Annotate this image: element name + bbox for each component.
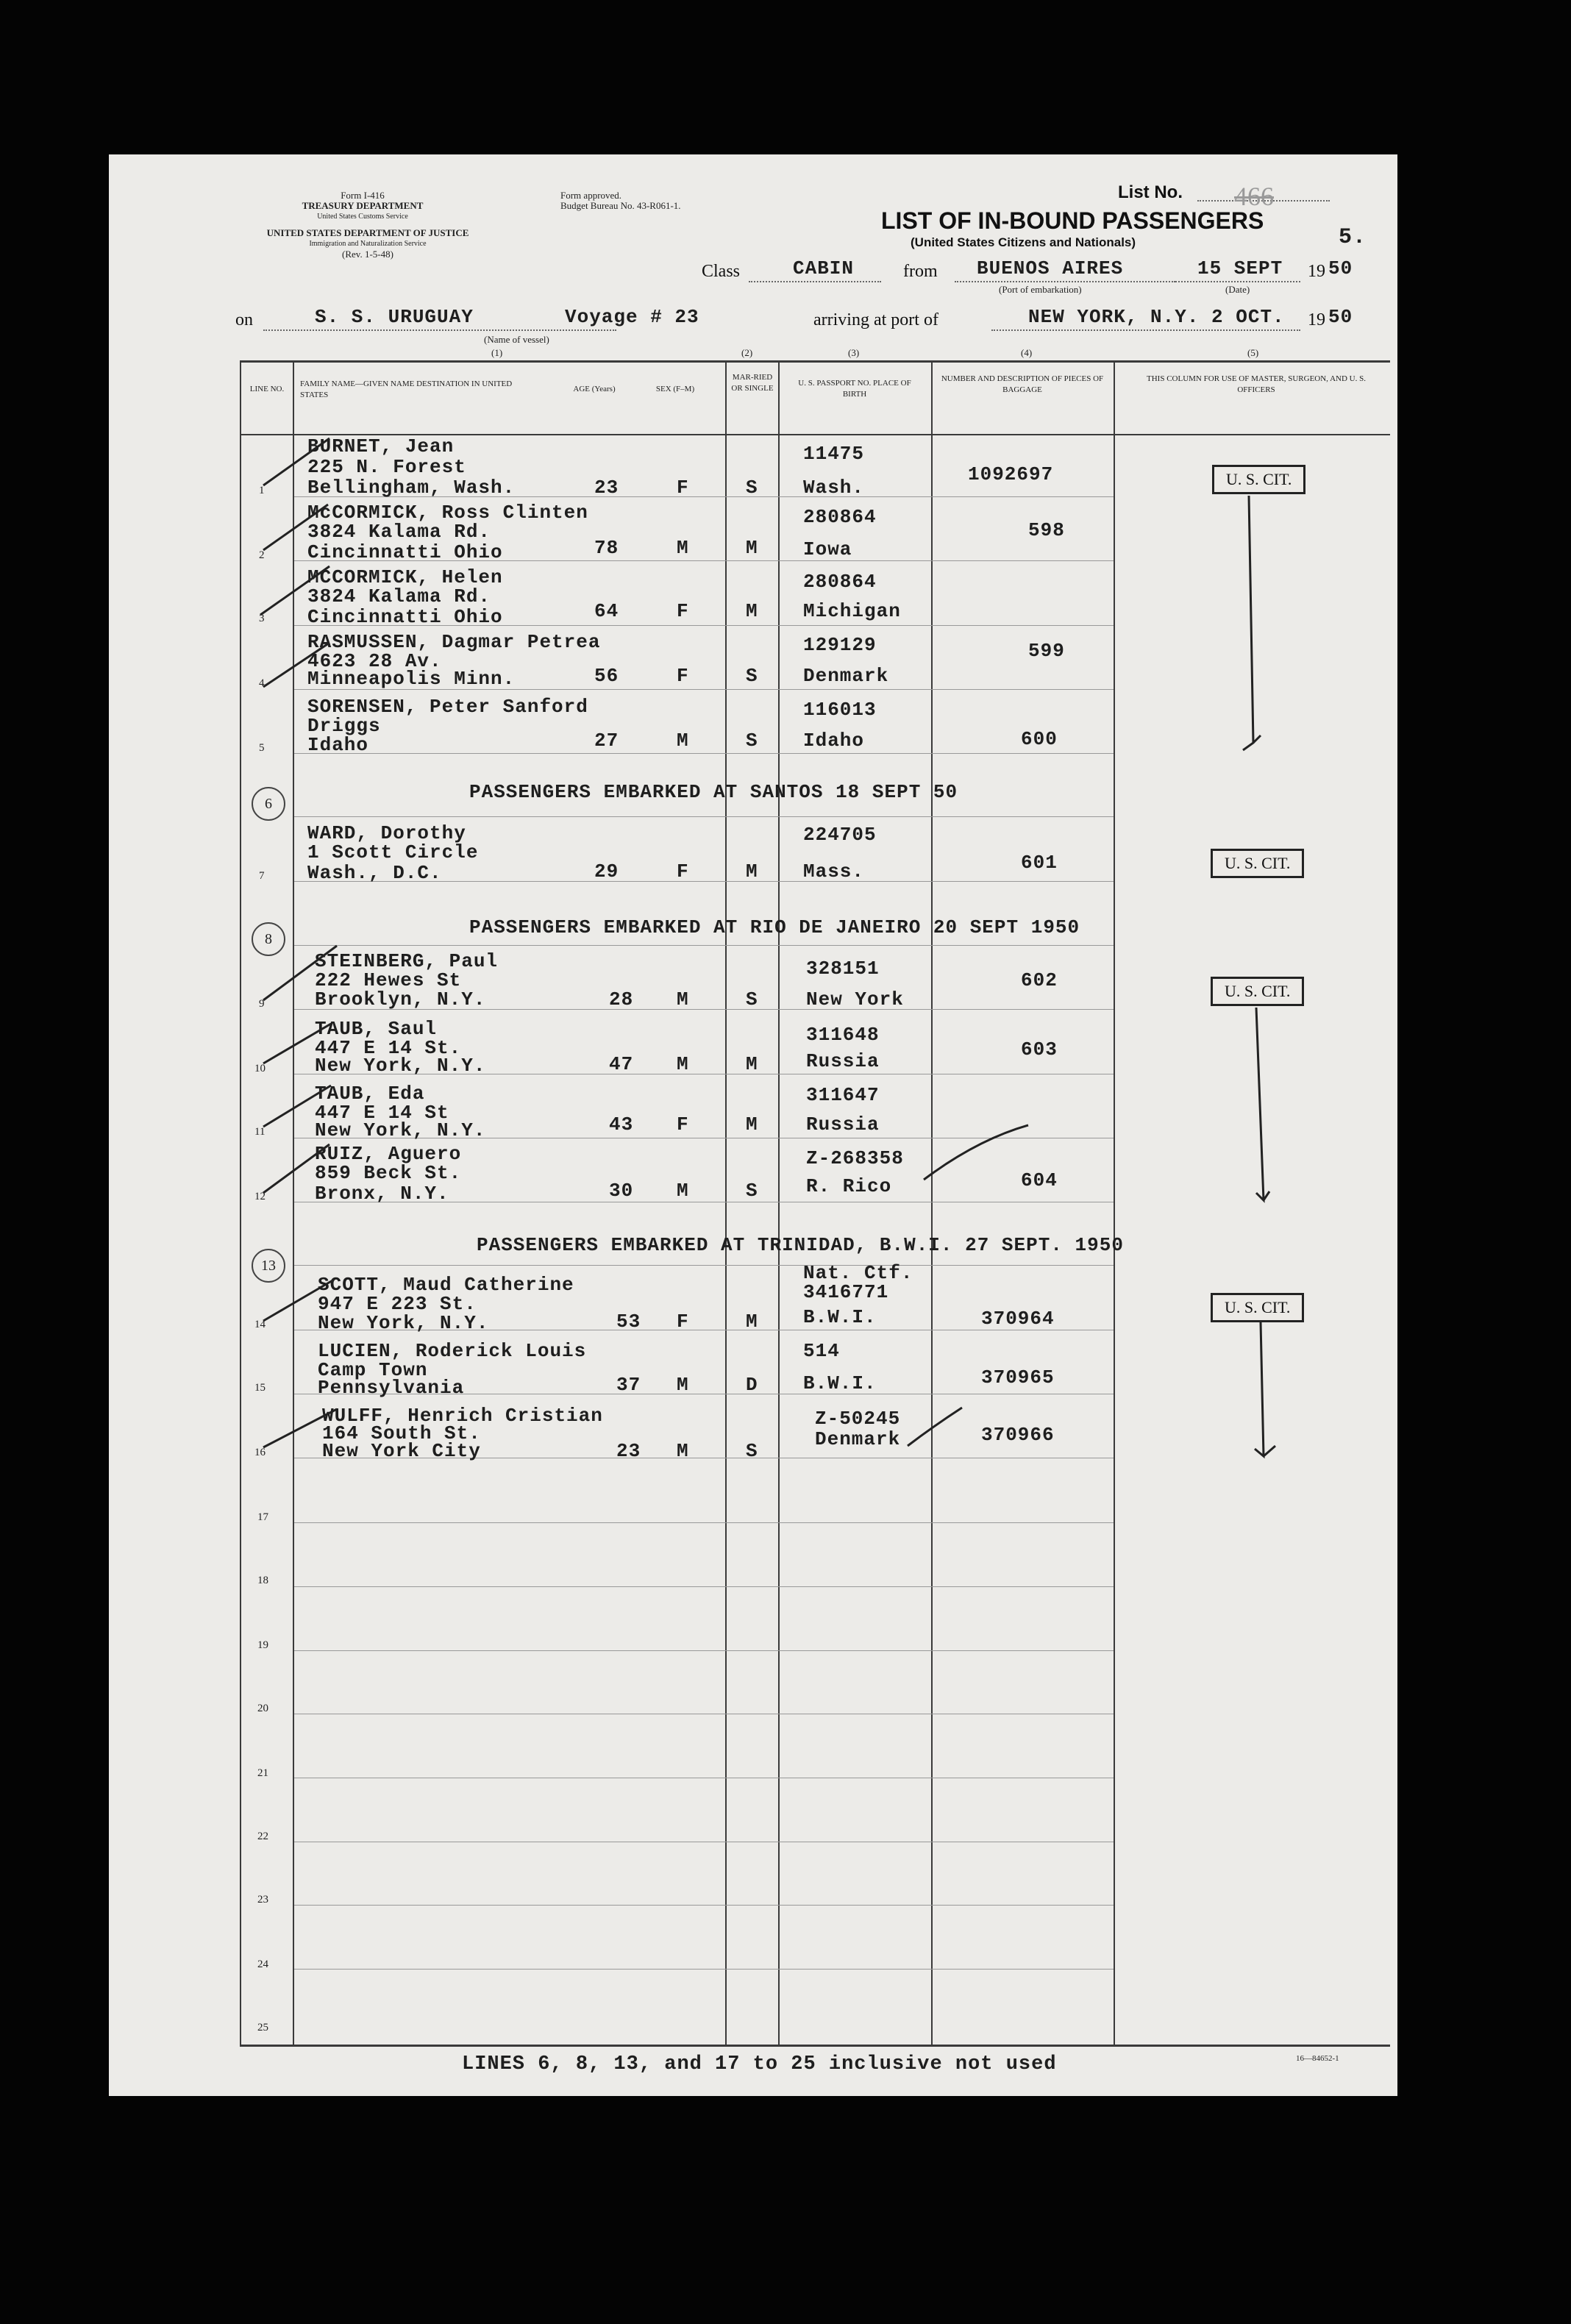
col-num-2: (2): [741, 347, 753, 358]
col-num-4: (4): [1021, 347, 1033, 358]
passenger-destination: Bellingham, Wash.: [307, 477, 516, 499]
marital-status: S: [746, 730, 758, 752]
passenger-sex: M: [677, 1180, 689, 1202]
class-value: CABIN: [793, 257, 855, 279]
arriving-label: arriving at port of: [813, 310, 938, 329]
line-number: 19: [257, 1639, 268, 1651]
list-no-label: List No.: [1118, 182, 1183, 202]
marital-status: S: [746, 477, 758, 499]
col-num-1: (1): [491, 347, 503, 358]
place-of-birth: Denmark: [815, 1428, 901, 1450]
passenger-destination: Idaho: [307, 734, 369, 756]
passenger-destination: Pennsylvania: [318, 1377, 465, 1399]
baggage: 603: [1021, 1038, 1058, 1061]
line-number: 14: [254, 1319, 266, 1330]
line-number: 23: [257, 1894, 268, 1906]
passport-number: Z-268358: [806, 1147, 904, 1169]
section-heading: PASSENGERS EMBARKED AT TRINIDAD, B.W.I. 27 SEPT. 1950: [477, 1234, 1124, 1256]
place-of-birth: B.W.I.: [803, 1372, 877, 1394]
line-number: 22: [257, 1831, 268, 1842]
baggage: 600: [1021, 728, 1058, 750]
passport-number: Nat. Ctf. 3416771: [803, 1262, 913, 1303]
passenger-manifest-sheet: [109, 154, 1397, 2096]
line-number: 24: [257, 1958, 268, 1970]
marital-status: M: [746, 860, 758, 883]
passport-number: 311647: [806, 1084, 880, 1106]
passport-number: 280864: [803, 506, 877, 528]
col-num-3: (3): [848, 347, 860, 358]
passenger-name: RUIZ, Aguero: [315, 1143, 462, 1165]
passenger-name: SCOTT, Maud Catherine: [318, 1274, 574, 1296]
passenger-age: 28: [609, 988, 634, 1010]
passenger-age: 30: [609, 1180, 634, 1202]
passenger-name: LUCIEN, Roderick Louis: [318, 1340, 587, 1362]
place-of-birth: Wash.: [803, 477, 865, 499]
vessel-name: S. S. URUGUAY: [315, 306, 474, 328]
passenger-address: 222 Hewes St: [315, 969, 462, 991]
document-title: LIST OF IN-BOUND PASSENGERS: [881, 207, 1264, 234]
port-of-embarkation: BUENOS AIRES: [977, 257, 1124, 279]
arrival-year: 50: [1328, 306, 1353, 328]
passenger-destination: Cincinnatti Ohio: [307, 606, 503, 628]
baggage: 598: [1028, 519, 1065, 541]
line-number: 4: [259, 677, 265, 689]
place-of-birth: Idaho: [803, 730, 865, 752]
passenger-address: Driggs: [307, 715, 381, 737]
passport-number: 11475: [803, 443, 865, 465]
treasury-dept: TREASURY DEPARTMENT: [302, 200, 424, 211]
passenger-age: 43: [609, 1113, 634, 1136]
line-number: 9: [259, 998, 265, 1010]
passenger-age: 64: [594, 600, 619, 622]
passenger-sex: F: [677, 665, 689, 687]
passport-number: 280864: [803, 571, 877, 593]
col-num-5: (5): [1247, 347, 1259, 358]
line-number: 2: [259, 549, 265, 561]
passenger-sex: F: [677, 1113, 689, 1136]
year-prefix: 19: [1308, 310, 1325, 329]
date-caption: (Date): [1225, 284, 1250, 295]
line-number: 17: [257, 1511, 268, 1523]
passenger-name: STEINBERG, Paul: [315, 950, 499, 972]
passenger-address: 3824 Kalama Rd.: [307, 585, 491, 607]
vessel-caption: (Name of vessel): [484, 334, 549, 345]
passenger-address: 1 Scott Circle: [307, 841, 479, 863]
passenger-name: RASMUSSEN, Dagmar Petrea: [307, 631, 601, 653]
passenger-sex: F: [677, 1311, 689, 1333]
arrival-port: NEW YORK, N.Y. 2 OCT.: [1028, 306, 1285, 328]
header-line-no: LINE NO.: [249, 385, 285, 393]
passenger-sex: M: [677, 730, 689, 752]
marital-status: M: [746, 1053, 758, 1075]
passenger-age: 56: [594, 665, 619, 687]
passenger-age: 23: [616, 1440, 641, 1462]
passenger-address: 225 N. Forest: [307, 456, 466, 478]
baggage: 602: [1021, 969, 1058, 991]
passport-number: 311648: [806, 1024, 880, 1046]
passenger-destination: Minneapolis Minn.: [307, 668, 516, 690]
sheet-number: 5.: [1339, 225, 1367, 250]
marital-status: S: [746, 1180, 758, 1202]
on-label: on: [235, 310, 253, 329]
marital-status: S: [746, 665, 758, 687]
marital-status: S: [746, 988, 758, 1010]
place-of-birth: New York: [806, 988, 904, 1010]
line-number: 11: [254, 1126, 266, 1138]
us-citizen-stamp: U. S. CIT.: [1211, 849, 1304, 878]
footer-note: LINES 6, 8, 13, and 17 to 25 inclusive not used: [462, 2053, 1057, 2075]
passport-number: Z-50245: [815, 1408, 901, 1430]
place-of-birth: Russia: [806, 1050, 880, 1072]
passenger-destination: New York, N.Y.: [315, 1055, 486, 1077]
place-of-birth: Mass.: [803, 860, 865, 883]
passport-number: 129129: [803, 634, 877, 656]
passport-number: 514: [803, 1340, 840, 1362]
baggage: 599: [1028, 640, 1065, 662]
passenger-name: MCCORMICK, Helen: [307, 566, 503, 588]
customs-service: United States Customs Service: [317, 213, 408, 221]
embark-year: 50: [1328, 257, 1353, 279]
passenger-age: 27: [594, 730, 619, 752]
document-subtitle: (United States Citizens and Nationals): [911, 235, 1136, 249]
year-prefix: 19: [1308, 262, 1325, 281]
list-no-value: 466: [1234, 182, 1274, 211]
us-citizen-stamp: U. S. CIT.: [1211, 977, 1304, 1006]
passenger-name: TAUB, Eda: [315, 1083, 425, 1105]
passenger-age: 47: [609, 1053, 634, 1075]
passport-number: 328151: [806, 958, 880, 980]
footer-code: 16—84652-1: [1296, 2054, 1339, 2063]
passenger-address: 164 South St.: [322, 1422, 481, 1444]
passenger-destination: New York City: [322, 1440, 481, 1462]
line-number: 16: [254, 1447, 266, 1458]
passenger-destination: Brooklyn, N.Y.: [315, 988, 486, 1010]
passenger-address: 3824 Kalama Rd.: [307, 521, 491, 543]
pen-marks: [109, 154, 1397, 2096]
passenger-name: WARD, Dorothy: [307, 822, 466, 844]
baggage: 601: [1021, 852, 1058, 874]
passenger-name: McCORMICK, Ross Clinten: [307, 502, 588, 524]
ins-title: Immigration and Naturalization Service: [309, 240, 427, 248]
header-age: AGE (Years): [573, 385, 616, 393]
header-sex: SEX (F–M): [655, 385, 695, 393]
passenger-address: 947 E 223 St.: [318, 1293, 477, 1315]
section-heading: PASSENGERS EMBARKED AT SANTOS 18 SEPT 50: [469, 781, 958, 803]
passenger-age: 78: [594, 537, 619, 559]
passenger-sex: M: [677, 988, 689, 1010]
passenger-destination: Bronx, N.Y.: [315, 1183, 449, 1205]
us-citizen-stamp: U. S. CIT.: [1211, 1293, 1304, 1322]
passenger-sex: F: [677, 477, 689, 499]
from-label: from: [903, 262, 938, 281]
line-number: 7: [259, 870, 265, 882]
marital-status: M: [746, 537, 758, 559]
line-number: 15: [254, 1382, 266, 1394]
header-baggage: NUMBER AND DESCRIPTION OF PIECES OF BAGGAGE: [941, 374, 1104, 394]
voyage-number: Voyage # 23: [565, 306, 699, 328]
line-number: 21: [257, 1767, 268, 1779]
form-number: Form I-416: [341, 190, 385, 201]
section-heading: PASSENGERS EMBARKED AT RIO DE JANEIRO 20 SEPT 1950: [469, 916, 1080, 938]
line-number-circled: 13: [252, 1249, 285, 1283]
passenger-name: BURNET, Jean: [307, 435, 455, 457]
passenger-address: 447 E 14 St.: [315, 1037, 462, 1059]
line-number: 3: [259, 613, 265, 624]
header-married: MAR-RIED OR SINGLE: [731, 373, 774, 393]
passenger-name: TAUB, Saul: [315, 1018, 438, 1040]
budget-bureau: Budget Bureau No. 43-R061-1.: [560, 200, 681, 211]
line-number: 20: [257, 1703, 268, 1714]
line-number-circled: 8: [252, 922, 285, 956]
passenger-age: 53: [616, 1311, 641, 1333]
place-of-birth: Michigan: [803, 600, 901, 622]
passenger-destination: Wash., D.C.: [307, 862, 442, 884]
passenger-sex: M: [677, 1374, 689, 1396]
place-of-birth: Russia: [806, 1113, 880, 1136]
doj-title: UNITED STATES DEPARTMENT OF JUSTICE: [266, 227, 469, 238]
place-of-birth: B.W.I.: [803, 1306, 877, 1328]
place-of-birth: Denmark: [803, 665, 889, 687]
baggage: 370964: [981, 1308, 1055, 1330]
port-embark-caption: (Port of embarkation): [999, 284, 1082, 295]
line-number: 25: [257, 2022, 268, 2034]
passenger-destination: New York, N.Y.: [315, 1119, 486, 1141]
passport-number: 224705: [803, 824, 877, 846]
form-approved: Form approved.: [560, 190, 622, 201]
marital-status: M: [746, 600, 758, 622]
passenger-sex: M: [677, 1053, 689, 1075]
passenger-address: 447 E 14 St: [315, 1102, 449, 1124]
place-of-birth: R. Rico: [806, 1175, 892, 1197]
passenger-destination: Cincinnatti Ohio: [307, 541, 503, 563]
passport-number: 116013: [803, 699, 877, 721]
marital-status: M: [746, 1113, 758, 1136]
passenger-age: 23: [594, 477, 619, 499]
line-number: 5: [259, 742, 265, 754]
baggage: 1092697: [968, 463, 1054, 485]
header-officers: THIS COLUMN FOR USE OF MASTER, SURGEON, AND U. S. OFFICERS: [1147, 374, 1366, 394]
passenger-age: 37: [616, 1374, 641, 1396]
baggage: 370965: [981, 1366, 1055, 1389]
passenger-sex: M: [677, 537, 689, 559]
baggage: 604: [1021, 1169, 1058, 1191]
passenger-address: 4623 28 Av.: [307, 650, 442, 672]
line-number: 18: [257, 1575, 268, 1586]
class-label: Class: [702, 262, 741, 281]
passenger-address: 859 Beck St.: [315, 1162, 462, 1184]
revision: (Rev. 1-5-48): [342, 249, 393, 260]
embarkation-date: 15 SEPT: [1197, 257, 1283, 279]
line-number: 10: [254, 1063, 266, 1074]
marital-status: S: [746, 1440, 758, 1462]
passenger-sex: M: [677, 1440, 689, 1462]
baggage: 370966: [981, 1424, 1055, 1446]
passenger-sex: F: [677, 600, 689, 622]
us-citizen-stamp: U. S. CIT.: [1212, 465, 1305, 494]
line-number: 12: [254, 1191, 266, 1202]
passenger-sex: F: [677, 860, 689, 883]
marital-status: D: [746, 1374, 758, 1396]
passenger-name: SORENSEN, Peter Sanford: [307, 696, 588, 718]
passenger-name: WULFF, Henrich Cristian: [322, 1405, 603, 1427]
passenger-age: 29: [594, 860, 619, 883]
header-passport: U. S. PASSPORT NO. PLACE OF BIRTH: [798, 379, 911, 399]
header-name: FAMILY NAME—GIVEN NAME DESTINATION IN UNITED STATES: [300, 379, 513, 399]
line-number-circled: 6: [252, 787, 285, 821]
place-of-birth: Iowa: [803, 538, 852, 560]
marital-status: M: [746, 1311, 758, 1333]
passenger-destination: New York, N.Y.: [318, 1312, 489, 1334]
line-number: 1: [259, 485, 265, 496]
passenger-address: Camp Town: [318, 1359, 428, 1381]
